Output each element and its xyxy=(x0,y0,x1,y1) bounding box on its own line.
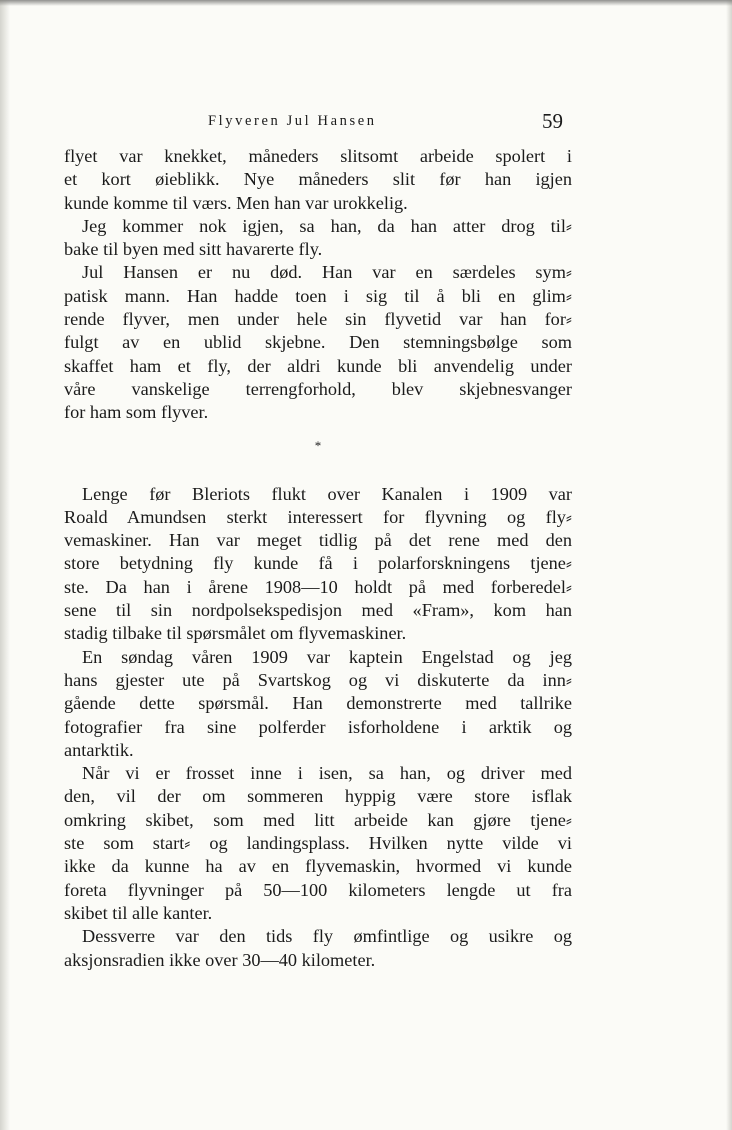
text-line: patisk mann. Han hadde toen i sig til å bli en glim⸗ xyxy=(64,285,572,306)
page-number: 59 xyxy=(542,109,563,133)
text-line: skaffet ham et fly, der aldri kunde bli anvendelig under xyxy=(64,355,572,376)
page-top-edge-shadow xyxy=(0,0,732,6)
text-line: ste. Da han i årene 1908—10 holdt på med forberedel⸗ xyxy=(64,576,572,597)
text-line: store betydning fly kunde få i polarforskningens tjene⸗ xyxy=(64,553,572,574)
text-line: En søndag våren 1909 var kaptein Engelstad og jeg xyxy=(82,646,572,667)
text-line: Lenge før Bleriots flukt over Kanalen i 1909 var xyxy=(82,483,572,504)
text-line: hans gjester ute på Svartskog og vi diskuterte da inn⸗ xyxy=(64,669,572,690)
text-line: rende flyver, men under hele sin flyvetid var han for⸗ xyxy=(64,309,572,330)
text-line: flyet var knekket, måneders slitsomt arbeide spolert i xyxy=(64,146,572,166)
text-line: omkring skibet, som med litt arbeide kan gjøre tjene⸗ xyxy=(64,809,572,830)
text-line: Når vi er frosset inne i isen, sa han, og driver med xyxy=(82,763,572,784)
text-line: fulgt av en ublid skjebne. Den stemningsbølge som xyxy=(64,332,572,353)
running-head-title: Flyveren Jul Hansen xyxy=(208,113,377,129)
text-line: stadig tilbake til spørsmålet om flyvemaskiner. xyxy=(64,623,407,644)
text-line: ste som start⸗ og landingsplass. Hvilken nytte vilde vi xyxy=(64,833,572,854)
text-line: kunde komme til værs. Men han var urokkelig. xyxy=(64,192,408,213)
text-line: gående dette spørsmål. Han demonstrerte med tallrike xyxy=(64,693,572,714)
text-line: Roald Amundsen sterkt interessert for flyvning og fly⸗ xyxy=(64,506,572,527)
text-line: et kort øieblikk. Nye måneders slit før han igjen xyxy=(64,169,572,190)
text-line: skibet til alle kanter. xyxy=(64,902,213,923)
text-line: foreta flyvninger på 50—100 kilometers lengde ut fra xyxy=(64,879,572,900)
page-right-edge-shadow xyxy=(726,0,732,1130)
text-line: Dessverre var den tids fly ømfintlige og usikre og xyxy=(82,926,572,947)
text-line: vemaskiner. Han var meget tidlig på det rene med den xyxy=(64,530,572,551)
text-line: den, vil der om sommeren hyppig være store isflak xyxy=(64,786,572,807)
text-line: bake til byen med sitt havarerte fly. xyxy=(64,239,323,260)
text-line: ikke da kunne ha av en flyvemaskin, hvormed vi kunde xyxy=(64,856,572,877)
text-line: aksjonsradien ikke over 30—40 kilometer. xyxy=(64,949,376,970)
section-separator-asterisk: * xyxy=(314,437,322,453)
page-left-edge-shadow xyxy=(0,0,10,1130)
text-line: fotografier fra sine polferder isforholdene i arktik og xyxy=(64,716,572,737)
text-line: Jeg kommer nok igjen, sa han, da han atter drog til⸗ xyxy=(82,215,572,236)
text-line: våre vanskelige terrengforhold, blev skjebnesvanger xyxy=(64,378,572,399)
body-text xyxy=(64,145,572,972)
text-line: Jul Hansen er nu død. Han var en særdeles sym⸗ xyxy=(82,262,572,283)
text-line: antarktik. xyxy=(64,739,134,760)
text-line: for ham som flyver. xyxy=(64,402,209,423)
text-line: sene til sin nordpolsekspedisjon med «Fram», kom han xyxy=(64,600,572,621)
